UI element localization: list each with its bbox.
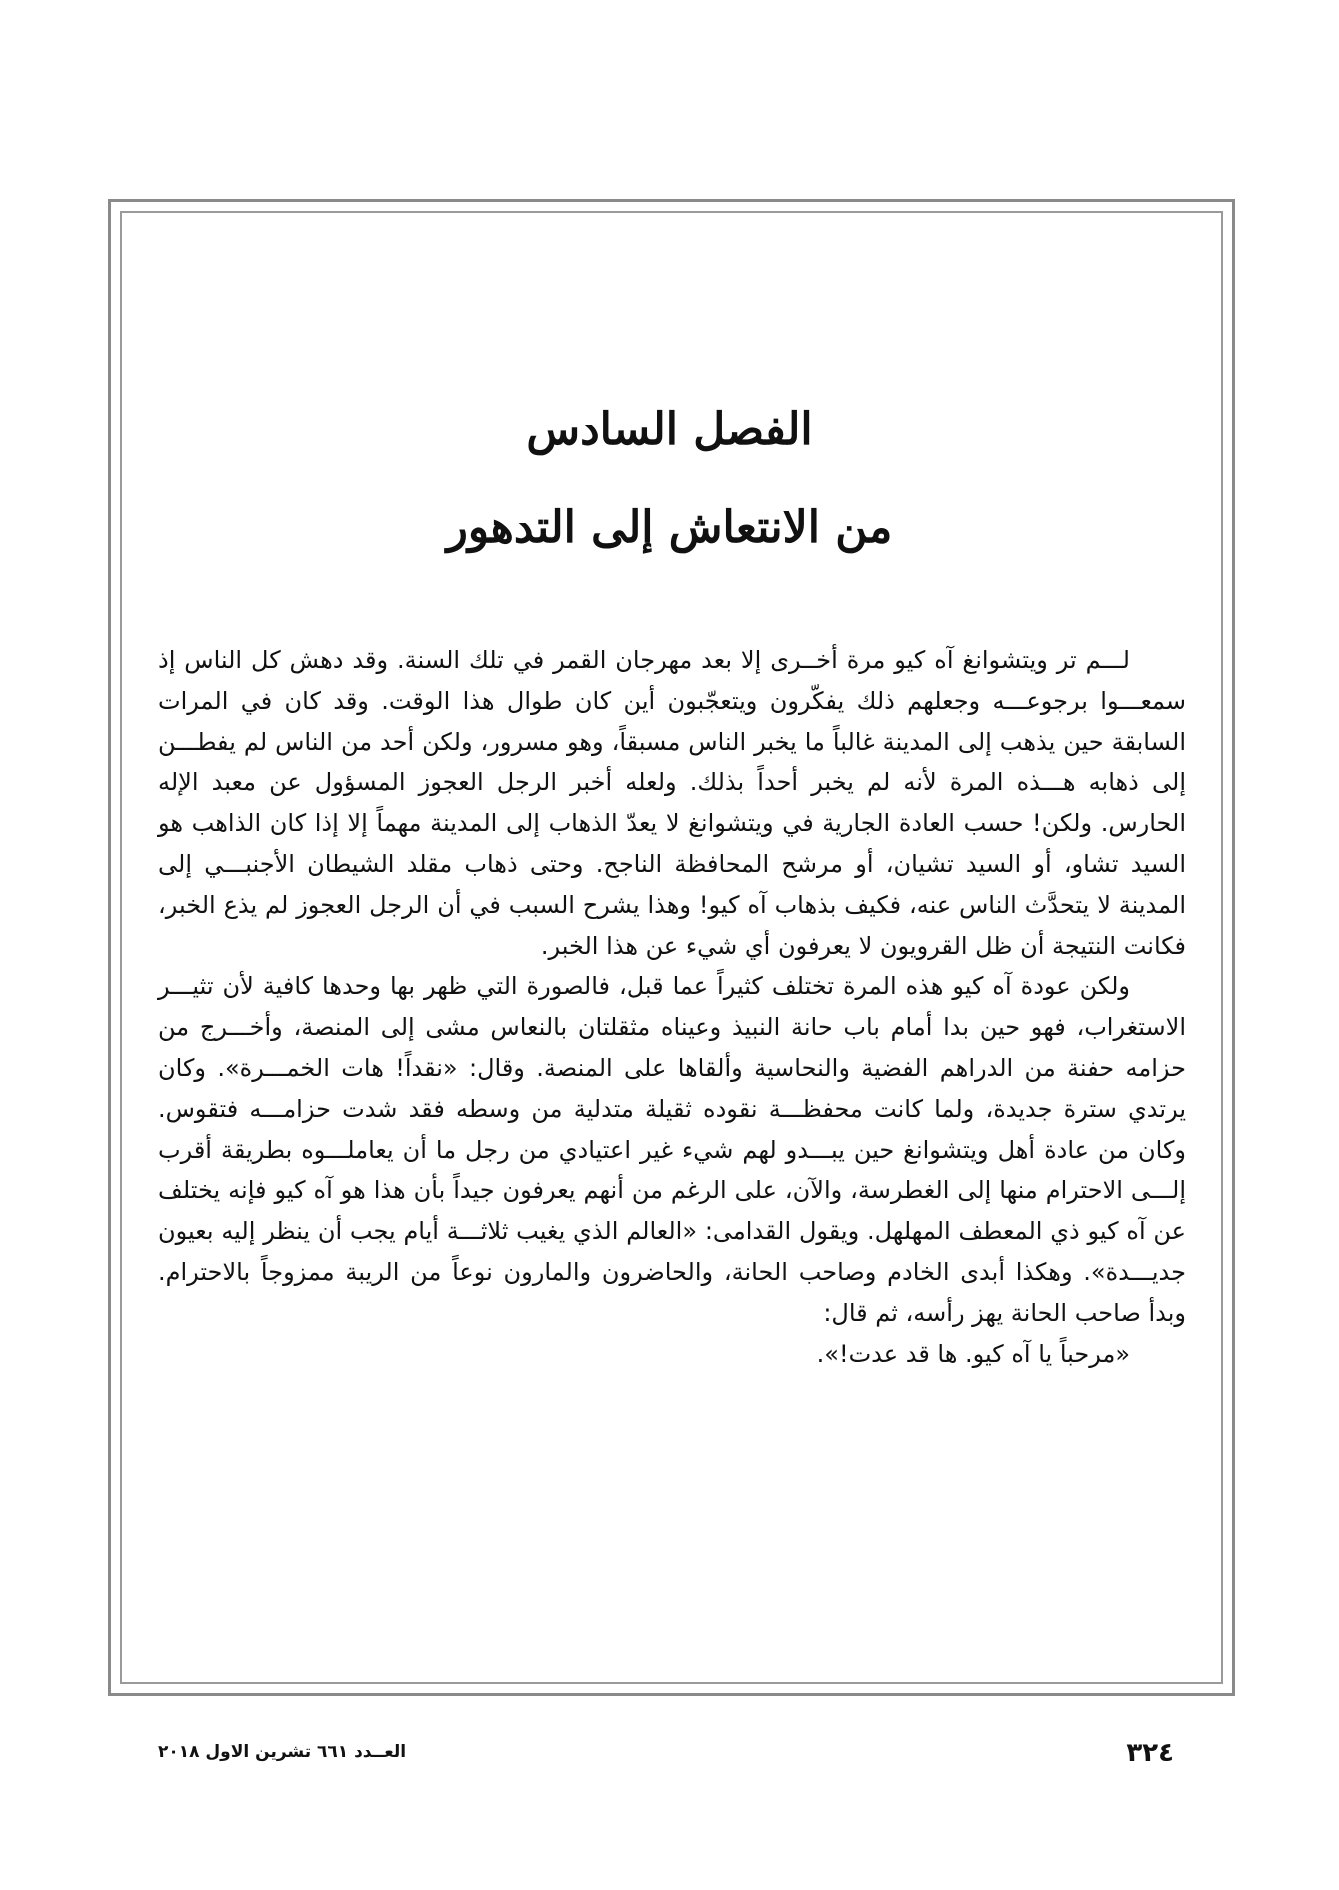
text-body xyxy=(158,640,1186,1374)
paragraph: لـــم تر ويتشوانغ آه كيو مرة أخــرى إلا بعد مهرجان القمر في تلك السنة. وقد دهش كل الناس إذ سمعـــوا برجوعـــه وجعلهم ذلك يفكّرون ويتعجّبون أين كان طوال هذا الوقت. وقد كان في المرات السابقة حين يذهب إلى المدينة غالباً ما يخبر الناس مسبقاً، وهو مسرور، ولكن أحد من الناس لم يفطـــن إلى ذهابه هـــذه المرة لأنه لم يخبر أحداً بذلك. ولعله أخبر الرجل العجوز المسؤول عن معبد الإله الحارس. ولكن! حسب العادة الجارية في ويتشوانغ لا يعدّ الذهاب إلى المدينة مهماً إلا إذا كان الذاهب هو السيد تشاو، أو السيد تشيان، أو مرشح المحافظة الناجح. وحتى ذهاب مقلد الشيطان الأجنبـــي إلى المدينة لا يتحدَّث الناس عنه، فكيف بذهاب آه كيو! وهذا يشرح السبب في أن الرجل العجوز لم يذع الخبر، فكانت النتيجة أن ظل القرويون لا يعرفون أي شيء عن هذا الخبر. xyxy=(158,646,1186,960)
issue-label: العــدد ٦٦١ تشرين الاول ٢٠١٨ xyxy=(158,1742,407,1762)
paragraph: «مرحباً يا آه كيو. ها قد عدت!». xyxy=(816,1339,1130,1368)
page-number: ٣٢٤ xyxy=(1126,1738,1174,1768)
chapter-title: من الانتعاش إلى التدهور xyxy=(446,502,893,553)
paragraph: ولكن عودة آه كيو هذه المرة تختلف كثيراً عما قبل، فالصورة التي ظهر بها وحدها كافية لأن تثيـــر الاستغراب، فهو حين بدا أمام باب حانة النبيذ وعيناه مثقلتان بالنعاس مشى إلى المنصة، وأخـــرج من حزامه حفنة من الدراهم الفضية والنحاسية وألقاها على المنصة. وقال: «نقداً! هات الخمـــرة». وكان يرتدي سترة جديدة، ولما كانت محفظـــة نقوده ثقيلة متدلية من وسطه فقد شدت حزامـــه فتقوس. وكان من عادة أهل ويتشوانغ حين يبـــدو لهم شيء غير اعتيادي من رجل ما أن يعاملـــوه بطريقة أقرب إلـــى الاحترام منها إلى الغطرسة، والآن، على الرغم من أنهم يعرفون جيداً بأن هذا هو آه كيو فإنه يختلف عن آه كيو ذي المعطف المهلهل. ويقول القدامى: «العالم الذي يغيب ثلاثـــة أيام يجب أن ينظر إليه بعيون جديـــدة». وهكذا أبدى الخادم وصاحب الحانة، والحاضرون والمارون نوعاً من الريبة ممزوجاً بالاحترام. وبدأ صاحب الحانة يهز رأسه، ثم قال: xyxy=(158,972,1186,1327)
chapter-number: الفصل السادس xyxy=(526,404,813,455)
